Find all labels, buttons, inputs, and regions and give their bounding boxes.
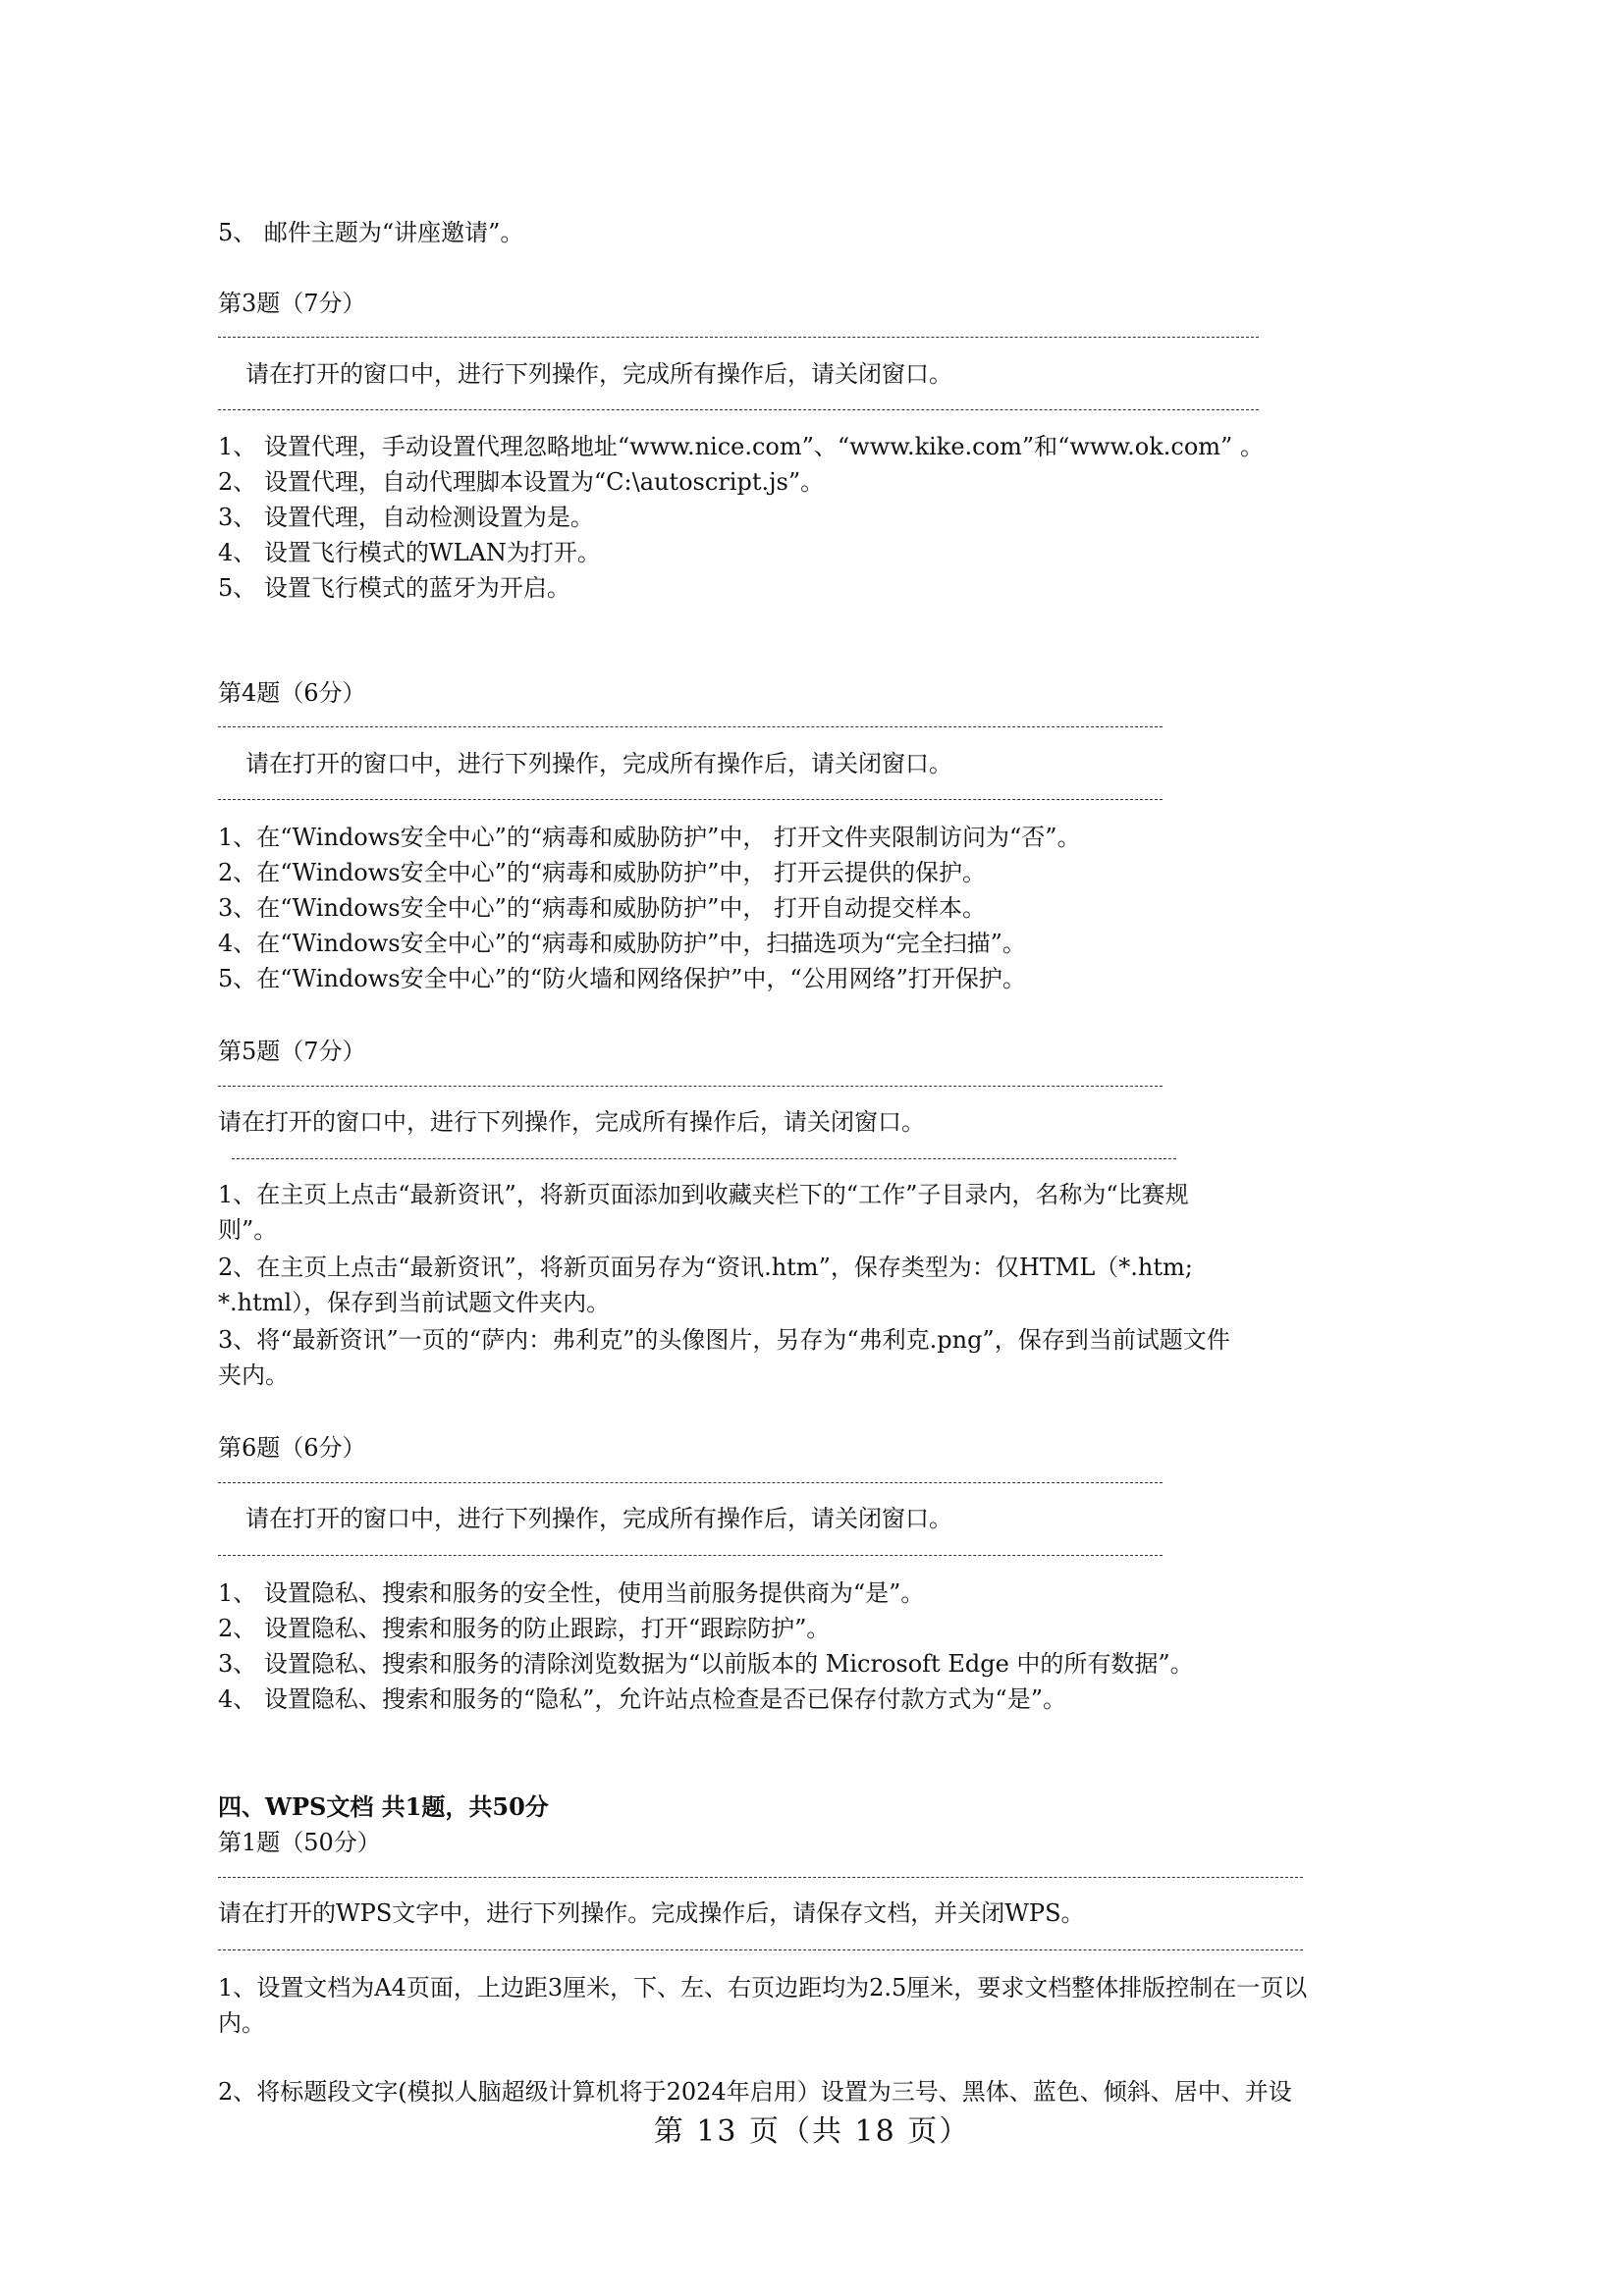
s4-q1-separator-bottom — [218, 1949, 1303, 1950]
q4-item: 5、在“Windows安全中心”的“防火墙和网络保护”中，“公用网络”打开保护。 — [218, 965, 1026, 992]
q4-item: 1、在“Windows安全中心”的“病毒和威胁防护”中， 打开文件夹限制访问为“否”。 — [218, 824, 1081, 851]
q4-item: 2、在“Windows安全中心”的“病毒和威胁防护”中， 打开云提供的保护。 — [218, 859, 987, 886]
q5-line: 2、在主页上点击“最新资讯”，将新页面另存为“资讯.htm”，保存类型为：仅HTML（*.htm; — [218, 1254, 1193, 1281]
q5-title: 第5题（7分） — [218, 1038, 366, 1065]
s4-q1-line: 2、将标题段文字(模拟人脑超级计算机将于2024年启用）设置为三号、黑体、蓝色、倾斜、居中、并设 — [218, 2078, 1292, 2106]
s4-q1-line: 内。 — [218, 2009, 265, 2037]
q2-item-5: 5、 邮件主题为“讲座邀请”。 — [218, 219, 524, 246]
q5-separator-top — [218, 1086, 1163, 1087]
q5-separator-bottom — [232, 1158, 1176, 1159]
q5-line: 则”。 — [218, 1216, 278, 1244]
page-number: 第 13 页（共 18 页） — [653, 2114, 971, 2149]
section-heading: 四、WPS文档 共1题，共50分 — [218, 1792, 549, 1821]
s4-q1-instruction: 请在打开的WPS文字中，进行下列操作。完成操作后，请保存文档，并关闭WPS。 — [218, 1899, 1085, 1927]
s4-q1-separator-top — [218, 1877, 1303, 1878]
q3-item: 1、 设置代理，手动设置代理忽略地址“www.nice.com”、“www.kike.com”和“www.ok.com” 。 — [218, 433, 1264, 460]
q6-instruction: 请在打开的窗口中，进行下列操作，完成所有操作后，请关闭窗口。 — [245, 1505, 952, 1532]
q6-title: 第6题（6分） — [218, 1434, 366, 1462]
q6-item: 1、 设置隐私、搜索和服务的安全性，使用当前服务提供商为“是”。 — [218, 1579, 925, 1607]
q6-item: 4、 设置隐私、搜索和服务的“隐私”，允许站点检查是否已保存付款方式为“是”。 — [218, 1685, 1066, 1713]
q5-line: 3、将“最新资讯”一页的“萨内：弗利克”的头像图片，另存为“弗利克.png”，保存到当前试题文件 — [218, 1326, 1230, 1354]
q5-instruction: 请在打开的窗口中，进行下列操作，完成所有操作后，请关闭窗口。 — [218, 1108, 925, 1136]
s4-q1-title: 第1题（50分） — [218, 1829, 381, 1856]
q4-separator-bottom — [218, 799, 1163, 800]
q5-line: 夹内。 — [218, 1362, 289, 1389]
q3-instruction: 请在打开的窗口中，进行下列操作，完成所有操作后，请关闭窗口。 — [245, 360, 952, 388]
q3-item: 5、 设置飞行模式的蓝牙为开启。 — [218, 574, 570, 602]
q3-item: 3、 设置代理，自动检测设置为是。 — [218, 504, 594, 531]
q4-title: 第4题（6分） — [218, 679, 366, 707]
q4-item: 3、在“Windows安全中心”的“病毒和威胁防护”中， 打开自动提交样本。 — [218, 894, 987, 922]
q5-line: 1、在主页上点击“最新资讯”，将新页面添加到收藏夹栏下的“工作”子目录内，名称为“比赛规 — [218, 1181, 1189, 1208]
q4-item: 4、在“Windows安全中心”的“病毒和威胁防护”中，扫描选项为“完全扫描”。 — [218, 930, 1026, 957]
q3-separator-top — [218, 337, 1259, 338]
q3-item: 4、 设置飞行模式的WLAN为打开。 — [218, 539, 601, 566]
q6-separator-top — [218, 1482, 1163, 1483]
q6-separator-bottom — [218, 1555, 1163, 1556]
q4-instruction: 请在打开的窗口中，进行下列操作，完成所有操作后，请关闭窗口。 — [245, 750, 952, 777]
q5-line: *.html），保存到当前试题文件夹内。 — [218, 1289, 611, 1316]
q4-separator-top — [218, 726, 1163, 727]
q6-item: 2、 设置隐私、搜索和服务的防止跟踪，打开“跟踪防护”。 — [218, 1615, 831, 1642]
q3-title: 第3题（7分） — [218, 290, 366, 317]
q3-separator-bottom — [218, 409, 1259, 410]
q3-item: 2、 设置代理，自动代理脚本设置为“C:\autoscript.js”。 — [218, 468, 825, 496]
q6-item: 3、 设置隐私、搜索和服务的清除浏览数据为“以前版本的 Microsoft Edge 中的所有数据”。 — [218, 1650, 1194, 1678]
s4-q1-line: 1、设置文档为A4页面，上边距3厘米，下、左、右页边距均为2.5厘米，要求文档整体排版控制在一页以 — [218, 1974, 1308, 2002]
